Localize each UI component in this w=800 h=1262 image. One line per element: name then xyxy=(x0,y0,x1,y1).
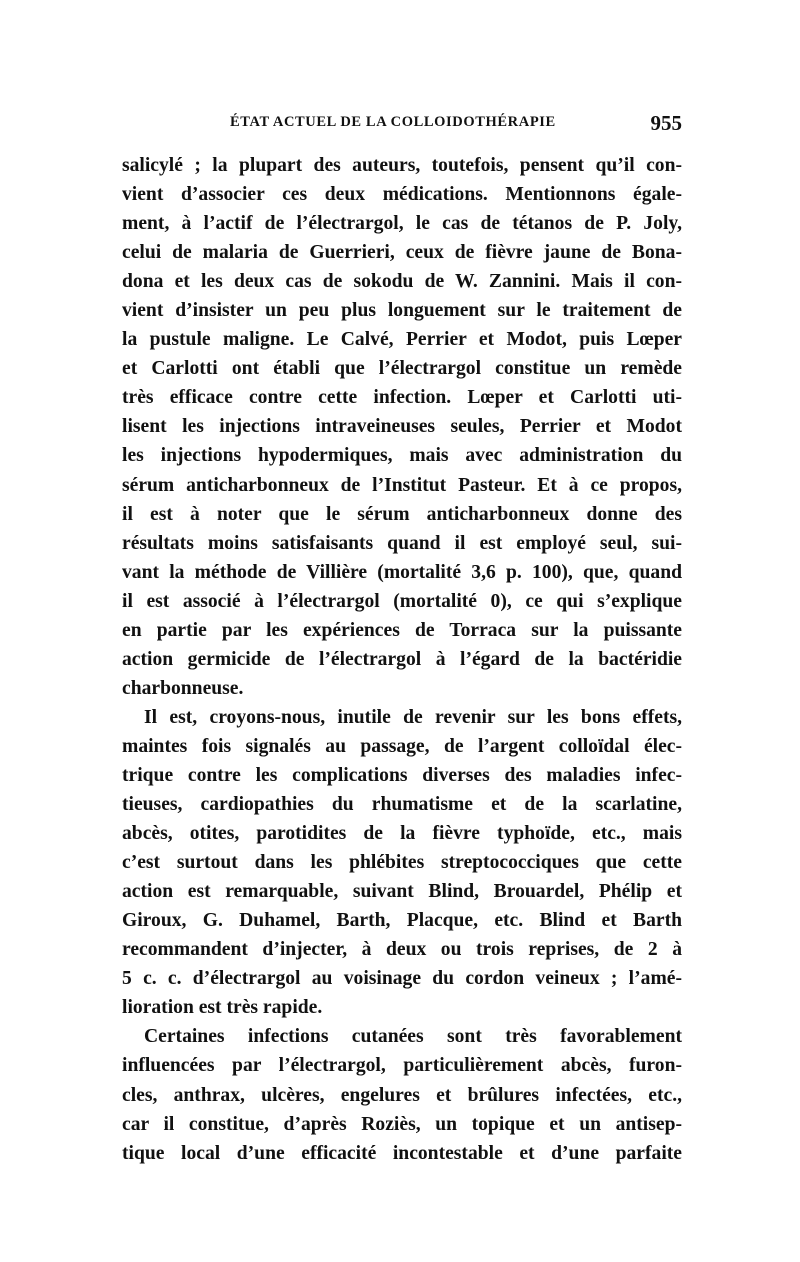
text-line: lisent les injections intraveineuses seules, Perrier et Modot xyxy=(122,416,682,438)
body-text xyxy=(122,151,682,1168)
text-line: tique local d’une efficacité incontestable et d’une parfaite xyxy=(122,1142,682,1164)
text-line: recommandent d’injecter, à deux ou trois reprises, de 2 à xyxy=(122,939,682,961)
text-line: dona et les deux cas de sokodu de W. Zannini. Mais il con- xyxy=(122,271,682,293)
running-head xyxy=(122,111,682,140)
text-line: action est remarquable, suivant Blind, Brouardel, Phélip et xyxy=(122,881,682,903)
text-line: les injections hypodermiques, mais avec administration du xyxy=(122,445,682,467)
text-line: maintes fois signalés au passage, de l’argent colloïdal élec- xyxy=(122,735,682,757)
text-line: lioration est très rapide. xyxy=(122,997,323,1019)
text-line: c’est surtout dans les phlébites streptococciques que cette xyxy=(122,852,682,874)
text-line: vient d’insister un peu plus longuement sur le traitement de xyxy=(122,300,682,322)
page-number: 955 xyxy=(650,111,682,135)
text-line: il est à noter que le sérum anticharbonneux donne des xyxy=(122,503,682,525)
running-title: ÉTAT ACTUEL DE LA COLLOIDOTHÉRAPIE xyxy=(230,114,556,130)
text-line: sérum anticharbonneux de l’Institut Pasteur. Et à ce propos, xyxy=(122,474,682,496)
text-line: et Carlotti ont établi que l’électrargol constitue un remède xyxy=(122,358,682,380)
text-line: abcès, otites, parotidites de la fièvre typhoïde, etc., mais xyxy=(122,823,682,845)
text-line: tieuses, cardiopathies du rhumatisme et de la scarlatine, xyxy=(122,794,682,816)
text-line: il est associé à l’électrargol (mortalité 0), ce qui s’explique xyxy=(122,590,682,612)
text-line: trique contre les complications diverses des maladies infec- xyxy=(122,764,682,786)
text-line: très efficace contre cette infection. Lœper et Carlotti uti- xyxy=(122,387,682,409)
text-line: cles, anthrax, ulcères, engelures et brûlures infectées, etc., xyxy=(122,1084,682,1106)
text-line: charbonneuse. xyxy=(122,677,244,699)
text-line: celui de malaria de Guerrieri, ceux de fièvre jaune de Bona- xyxy=(122,242,682,264)
text-line: vant la méthode de Villière (mortalité 3,6 p. 100), que, quand xyxy=(122,561,682,583)
text-line: ment, à l’actif de l’électrargol, le cas de tétanos de P. Joly, xyxy=(122,213,682,235)
text-line: car il constitue, d’après Roziès, un topique et un antisep- xyxy=(122,1113,682,1135)
text-line: action germicide de l’électrargol à l’égard de la bactéridie xyxy=(122,648,682,670)
text-line: influencées par l’électrargol, particulièrement abcès, furon- xyxy=(122,1055,682,1077)
text-line: la pustule maligne. Le Calvé, Perrier et Modot, puis Lœper xyxy=(122,329,682,351)
text-line: Il est, croyons-nous, inutile de revenir sur les bons effets, xyxy=(144,706,682,728)
text-line: salicylé ; la plupart des auteurs, toutefois, pensent qu’il con- xyxy=(122,155,682,176)
text-line: Certaines infections cutanées sont très favorablement xyxy=(144,1026,682,1048)
text-line: Giroux, G. Duhamel, Barth, Placque, etc. Blind et Barth xyxy=(122,910,682,932)
text-line: en partie par les expériences de Torraca sur la puissante xyxy=(122,619,682,641)
text-line: vient d’associer ces deux médications. Mentionnons égale- xyxy=(122,184,682,206)
text-line: 5 c. c. d’électrargol au voisinage du cordon veineux ; l’amé- xyxy=(122,968,682,990)
text-line: résultats moins satisfaisants quand il est employé seul, sui- xyxy=(122,532,682,554)
